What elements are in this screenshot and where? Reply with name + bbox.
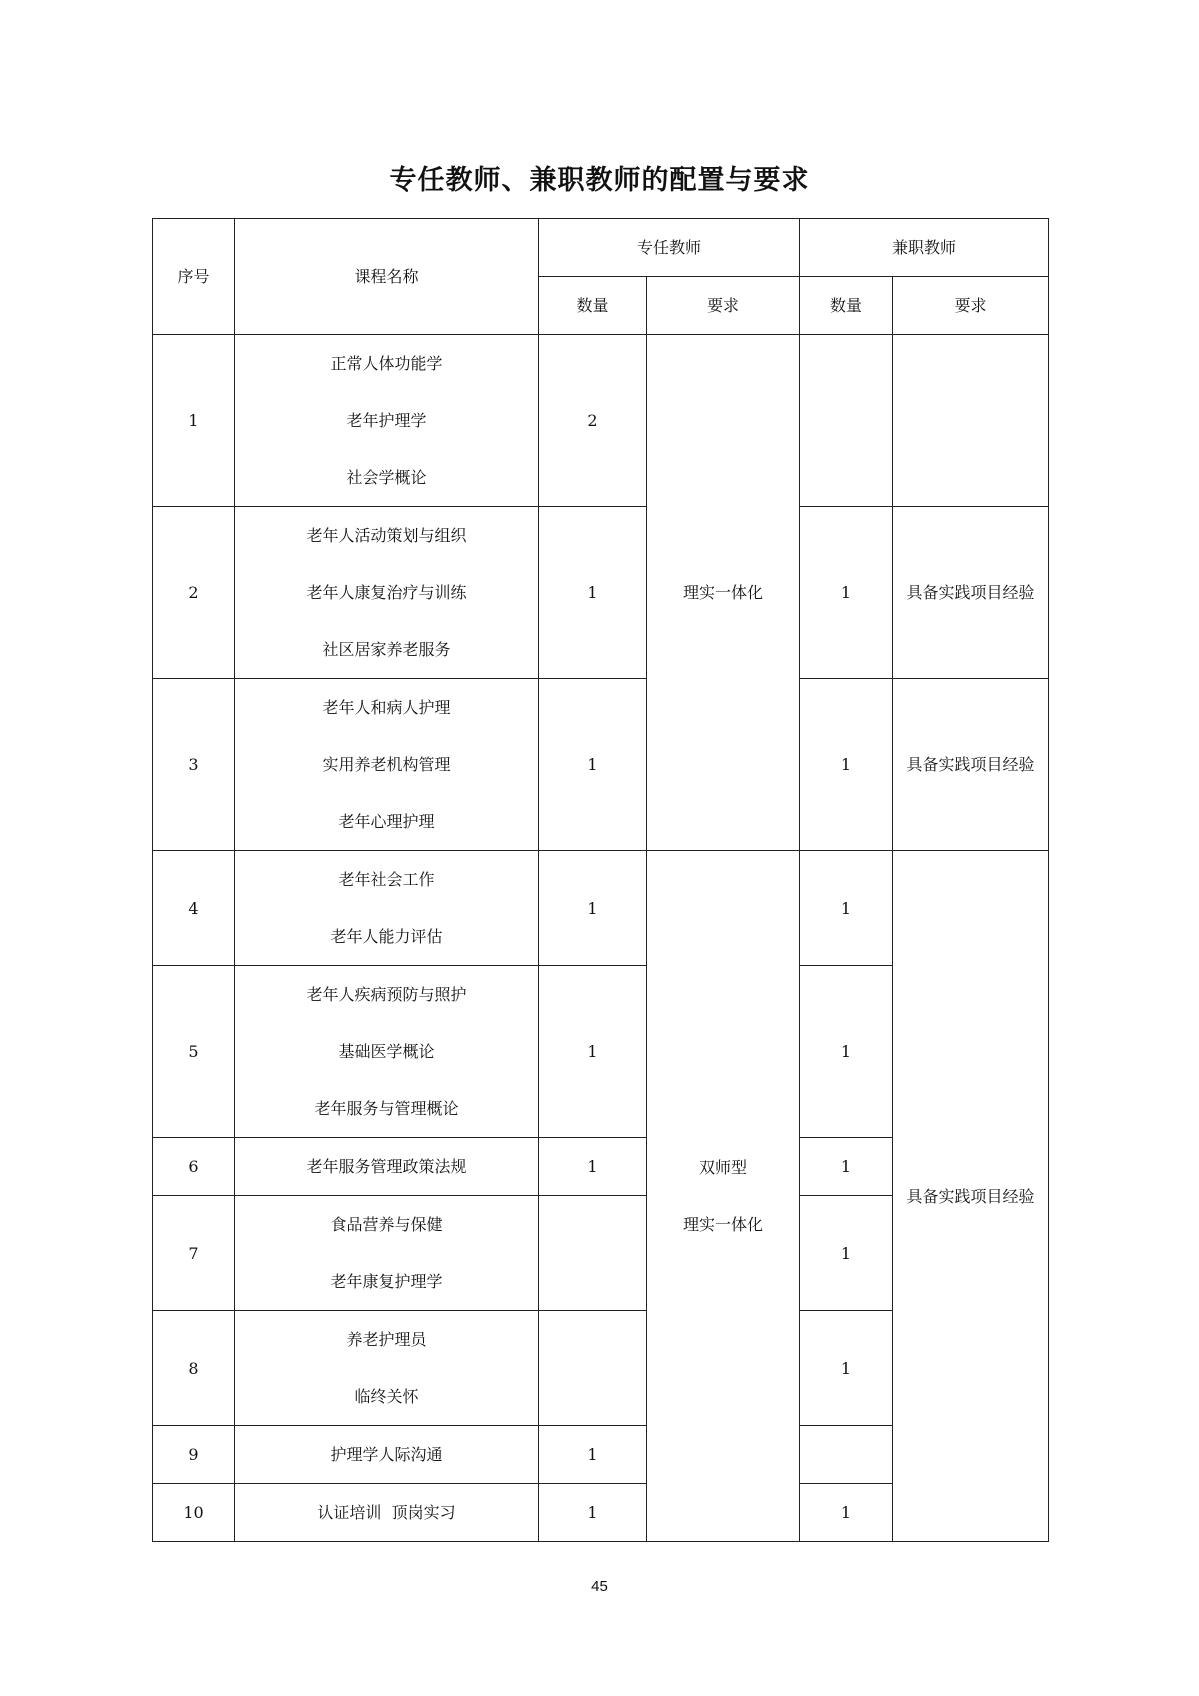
header-ft-req: 要求	[647, 277, 800, 335]
page-number: 45	[591, 1578, 608, 1595]
header-course: 课程名称	[235, 219, 539, 335]
course-name: 临终关怀	[354, 1387, 419, 1406]
course-name: 实用养老机构管理	[322, 755, 451, 774]
table-row	[153, 507, 1049, 679]
ft-count: 1	[539, 1426, 647, 1484]
table-row	[153, 679, 1049, 851]
ft-requirement-line: 双师型	[699, 1158, 748, 1177]
pt-count: 1	[800, 1484, 893, 1542]
ft-requirement-line: 理实一体化	[683, 1215, 764, 1234]
course-name: 老年人活动策划与组织	[306, 526, 467, 545]
header-pt-count: 数量	[800, 277, 893, 335]
row-index: 10	[153, 1484, 235, 1542]
ft-count: 2	[539, 335, 647, 507]
teacher-config-table	[152, 218, 1049, 1542]
row-index: 5	[153, 966, 235, 1138]
ft-count: 1	[539, 1484, 647, 1542]
course-name: 食品营养与保健	[330, 1215, 443, 1234]
row-index: 9	[153, 1426, 235, 1484]
course-name: 老年社会工作	[338, 870, 435, 889]
course-name: 老年心理护理	[338, 812, 435, 831]
course-name: 护理学人际沟通	[330, 1445, 443, 1464]
ft-count: 1	[539, 851, 647, 966]
pt-count: 1	[800, 507, 893, 679]
pt-count: 1	[800, 679, 893, 851]
row-index: 3	[153, 679, 235, 851]
header-ft-count: 数量	[539, 277, 647, 335]
pt-count: 1	[800, 1196, 893, 1311]
course-name: 老年人和病人护理	[322, 698, 451, 717]
page-title: 专任教师、兼职教师的配置与要求	[389, 165, 810, 196]
pt-requirement-b: 具备实践项目经验	[893, 851, 1049, 1542]
row-index: 1	[153, 335, 235, 507]
pt-requirement: 具备实践项目经验	[893, 679, 1049, 851]
course-name: 老年康复护理学	[330, 1272, 443, 1291]
course-names	[235, 679, 539, 851]
row-index: 4	[153, 851, 235, 966]
pt-count: 1	[800, 1311, 893, 1426]
course-name: 老年人能力评估	[330, 927, 443, 946]
pt-count: 1	[800, 966, 893, 1138]
row-index: 2	[153, 507, 235, 679]
course-names	[235, 966, 539, 1138]
course-names	[235, 851, 539, 966]
row-index: 8	[153, 1311, 235, 1426]
course-name: 养老护理员	[346, 1330, 427, 1349]
ft-count	[539, 1196, 647, 1311]
course-name: 社会学概论	[346, 468, 427, 487]
table-row	[153, 851, 1049, 966]
row-index: 7	[153, 1196, 235, 1311]
course-name: 老年服务管理政策法规	[306, 1157, 467, 1176]
course-name: 正常人体功能学	[330, 354, 443, 373]
course-name: 社区居家养老服务	[322, 640, 451, 659]
course-name: 老年人康复治疗与训练	[306, 583, 467, 602]
header-parttime: 兼职教师	[800, 219, 1049, 277]
ft-count	[539, 1311, 647, 1426]
pt-count: 1	[800, 1138, 893, 1196]
ft-count: 1	[539, 507, 647, 679]
ft-count: 1	[539, 966, 647, 1138]
course-name: 老年人疾病预防与照护	[306, 985, 467, 1004]
course-names	[235, 1484, 539, 1542]
pt-requirement	[893, 335, 1049, 507]
course-name: 老年护理学	[346, 411, 427, 430]
ft-requirement-b	[647, 851, 800, 1542]
pt-count	[800, 1426, 893, 1484]
pt-count: 1	[800, 851, 893, 966]
course-names	[235, 1426, 539, 1484]
course-names	[235, 1311, 539, 1426]
ft-count: 1	[539, 1138, 647, 1196]
course-names	[235, 1138, 539, 1196]
pt-requirement: 具备实践项目经验	[893, 507, 1049, 679]
course-name: 老年服务与管理概论	[314, 1099, 459, 1118]
header-row-1	[153, 219, 1049, 277]
course-names	[235, 507, 539, 679]
table-row	[153, 335, 1049, 507]
course-names	[235, 335, 539, 507]
header-index: 序号	[153, 219, 235, 335]
ft-count: 1	[539, 679, 647, 851]
row-index: 6	[153, 1138, 235, 1196]
pt-count	[800, 335, 893, 507]
course-name: 认证培训 顶岗实习	[317, 1503, 456, 1522]
course-name: 基础医学概论	[338, 1042, 435, 1061]
course-names	[235, 1196, 539, 1311]
ft-requirement-a: 理实一体化	[647, 335, 800, 851]
header-pt-req: 要求	[893, 277, 1049, 335]
header-fulltime: 专任教师	[539, 219, 800, 277]
